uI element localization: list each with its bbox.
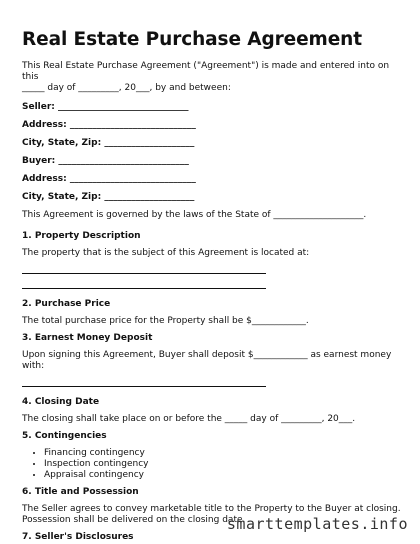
- section-3-text: Upon signing this Agreement, Buyer shall deposit $____________ as earnest money with:: [22, 350, 392, 371]
- governing-law-text: This Agreement is governed by the laws of the State of ____________________.: [22, 210, 367, 220]
- intro-line-2: _____ day of _________, 20___, by and between:: [22, 83, 231, 93]
- property-address-line-1: [22, 261, 266, 274]
- document-page: [22, 28, 402, 543]
- list-item: • Inspection contingency: [44, 459, 402, 470]
- section-2-text: The total purchase price for the Property shall be $____________.: [22, 316, 309, 326]
- intro-line-1: This Real Estate Purchase Agreement ("Agreement") is made and entered into on this: [22, 61, 390, 82]
- section-6-text-1: The Seller agrees to convey marketable title to the Property to the Buyer at closing.: [22, 504, 401, 514]
- section-1-heading: 1. Property Description: [22, 231, 141, 241]
- section-4-text: The closing shall take place on or before the _____ day of _________, 20___.: [22, 414, 356, 424]
- seller-field: Seller: _____________________________: [22, 102, 189, 112]
- watermark: smarttemplates.info: [226, 515, 408, 533]
- buyer-city-state-zip-field: City, State, Zip: ____________________: [22, 192, 195, 202]
- section-4-heading: 4. Closing Date: [22, 397, 100, 407]
- list-item: • Financing contingency: [44, 448, 402, 459]
- section-6-text-2: Possession shall be delivered on the closing date.: [22, 515, 246, 525]
- buyer-address-field: Address: ____________________________: [22, 174, 196, 184]
- section-6-heading: 6. Title and Possession: [22, 487, 139, 497]
- seller-address-field: Address: ____________________________: [22, 120, 196, 130]
- property-address-line-2: [22, 276, 266, 289]
- section-5-heading: 5. Contingencies: [22, 431, 107, 441]
- section-2-heading: 2. Purchase Price: [22, 299, 111, 309]
- contingencies-list: [22, 448, 402, 481]
- section-1-text: The property that is the subject of this Agreement is located at:: [22, 248, 310, 258]
- seller-city-state-zip-field: City, State, Zip: ____________________: [22, 138, 195, 148]
- buyer-field: Buyer: _____________________________: [22, 156, 189, 166]
- list-item: • Appraisal contingency: [44, 470, 402, 481]
- section-7-heading: 7. Seller's Disclosures: [22, 532, 134, 542]
- escrow-holder-line: [22, 374, 266, 387]
- section-3-heading: 3. Earnest Money Deposit: [22, 333, 153, 343]
- document-title: Real Estate Purchase Agreement: [22, 29, 362, 50]
